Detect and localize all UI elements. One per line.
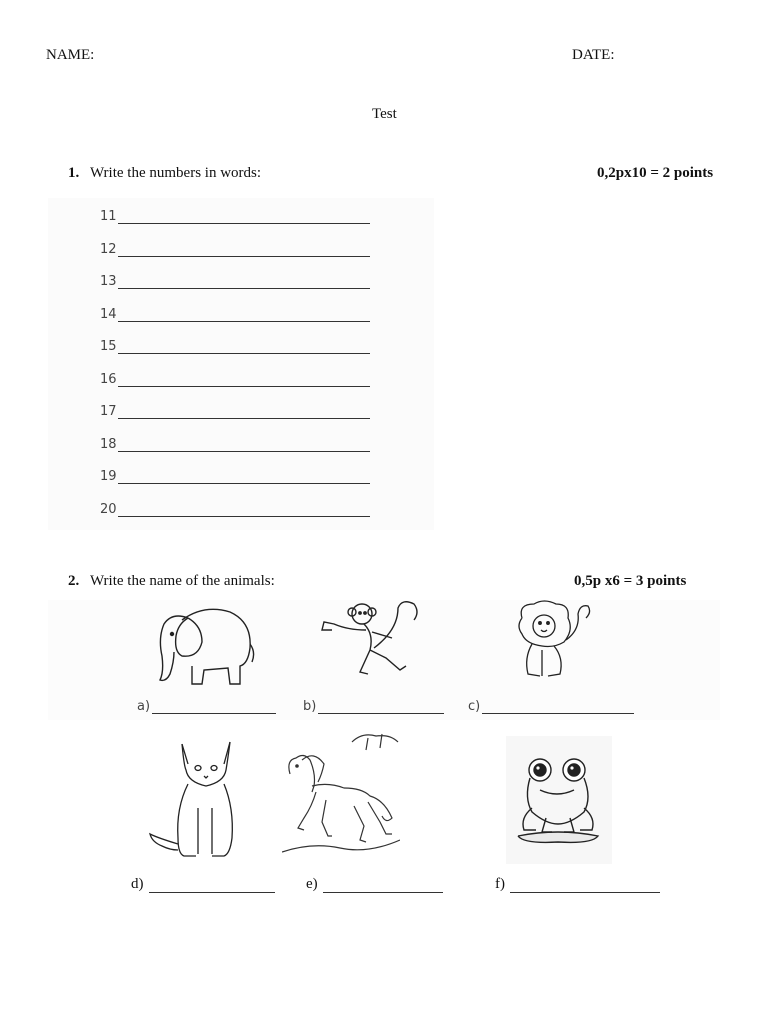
q1-instruction: Write the numbers in words: [90,165,262,181]
number-row [100,367,370,387]
monkey-icon [318,600,422,680]
answer-f [495,876,660,893]
answer-line[interactable] [118,404,370,419]
answer-d [131,876,275,893]
number-row [100,237,370,257]
q2-number: 2. [68,573,80,589]
number-row [100,334,370,354]
answer-blank[interactable] [318,701,444,714]
answer-a [137,699,276,714]
number-label: 15 [100,339,117,354]
answer-line[interactable] [118,274,370,289]
answer-line[interactable] [118,372,370,387]
frog-icon [512,752,604,844]
number-label: 18 [100,437,117,452]
answer-blank[interactable] [323,880,443,893]
number-row [100,432,370,452]
cat-icon [148,738,242,864]
q2-points: 0,5p x6 = 3 points [574,573,687,589]
answer-line[interactable] [118,469,370,484]
q1-number: 1. [68,165,80,181]
answer-line[interactable] [118,502,370,517]
number-row [100,302,370,322]
answer-label: a) [137,699,151,714]
number-row [100,497,370,517]
number-label: 17 [100,404,117,419]
q1-points: 0,2px10 = 2 points [597,165,714,181]
horse-icon [282,730,400,862]
number-row [100,204,370,224]
answer-c [468,699,634,714]
page-title: Test [372,106,397,122]
answer-b [303,699,444,714]
answer-label: c) [468,699,481,714]
answer-label: e) [306,876,318,892]
answer-blank[interactable] [482,701,634,714]
number-label: 12 [100,242,117,257]
number-label: 14 [100,307,117,322]
answer-label: d) [131,876,144,892]
answer-blank[interactable] [149,880,275,893]
answer-line[interactable] [118,209,370,224]
number-label: 11 [100,209,117,224]
number-row [100,269,370,289]
answer-line[interactable] [118,437,370,452]
answer-blank[interactable] [152,701,276,714]
answer-line[interactable] [118,339,370,354]
number-label: 16 [100,372,117,387]
elephant-icon [152,600,258,690]
answer-line[interactable] [118,307,370,322]
answer-label: b) [303,699,317,714]
name-label: NAME: [46,47,95,63]
number-row [100,464,370,484]
answer-e [306,876,443,893]
number-label: 13 [100,274,117,289]
date-label: DATE: [572,47,615,63]
q2-instruction: Write the name of the animals: [90,573,275,589]
answer-line[interactable] [118,242,370,257]
number-label: 19 [100,469,117,484]
lion-icon [508,600,594,682]
number-label: 20 [100,502,117,517]
answer-label: f) [495,876,505,892]
number-row [100,399,370,419]
answer-blank[interactable] [510,880,660,893]
